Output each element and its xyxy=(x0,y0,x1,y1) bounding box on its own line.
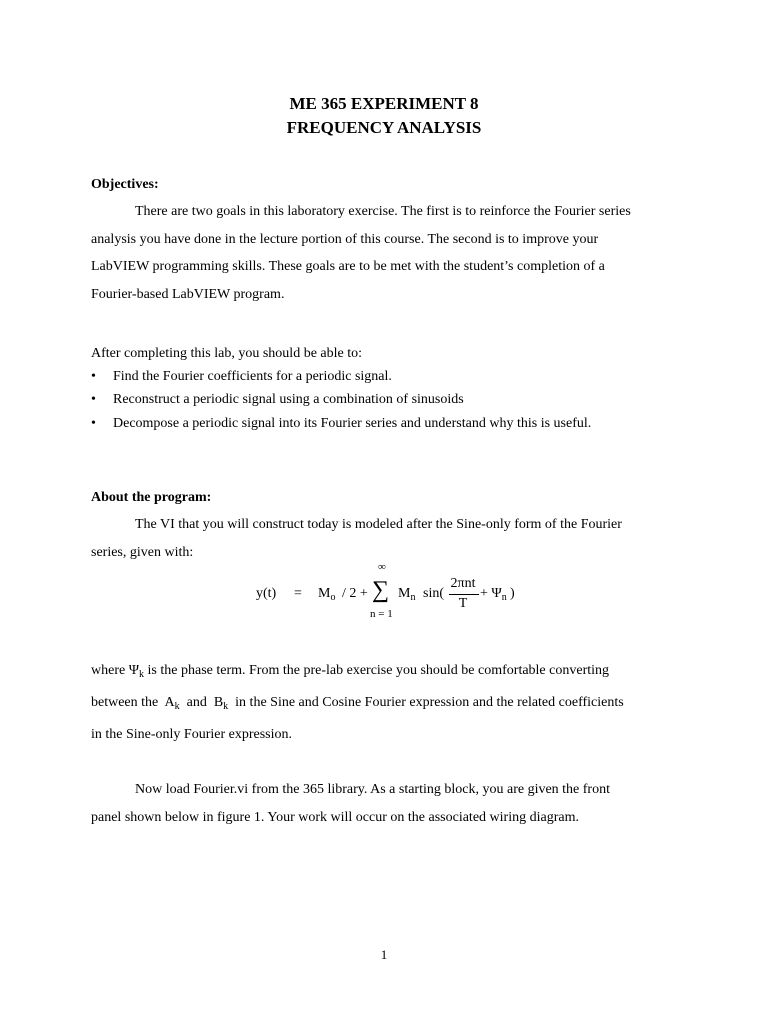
bk-subscript: k xyxy=(223,701,229,712)
bullet-marker: • xyxy=(91,369,96,384)
fraction-numerator: 2πnt xyxy=(450,576,476,591)
equation-close-paren: ) xyxy=(510,586,515,601)
fourier-equation xyxy=(256,561,556,632)
mn-subscript: n xyxy=(410,592,416,603)
load-line-1: Now load Fourier.vi from the 365 library. As a starting block, you are given the front xyxy=(135,782,610,797)
list-item xyxy=(91,415,591,438)
bk-symbol: B xyxy=(213,695,224,710)
m0-symbol: M xyxy=(318,586,331,601)
bullet-marker: • xyxy=(91,415,96,431)
document-subtitle: FREQUENCY ANALYSIS xyxy=(286,118,482,137)
page-number: 1 xyxy=(380,947,388,962)
phase-paragraph xyxy=(91,662,678,754)
bullet-marker: • xyxy=(91,392,96,408)
mn-symbol: M xyxy=(398,586,411,601)
equation-equals: = xyxy=(294,586,302,601)
outcomes-intro: After completing this lab, you should be able to: xyxy=(91,346,363,361)
equation-psi-n xyxy=(480,586,507,602)
psi-subscript: n xyxy=(501,592,507,603)
and-text: and xyxy=(186,695,207,710)
objectives-line-2: analysis you have done in the lecture portion of this course. The second is to improve your xyxy=(91,231,599,247)
coefficients-text: in the Sine and Cosine Fourier expression and the related coefficients xyxy=(235,695,624,710)
objectives-line-3: LabVIEW programming skills. These goals are to be met with the student’s completion of a xyxy=(91,259,605,274)
phase-line-3: in the Sine-only Fourier expression. xyxy=(91,727,293,742)
objectives-heading: Objectives: xyxy=(91,177,159,192)
phase-term-text: is the phase term. From the pre-lab exercise you should be comfortable converting xyxy=(147,663,610,678)
objectives-line-1: There are two goals in this laboratory exercise. The first is to reinforce the Fourier series xyxy=(135,204,631,219)
objectives-line-4: Fourier-based LabVIEW program. xyxy=(91,286,285,302)
bullet-text: Reconstruct a periodic signal using a combination of sinusoids xyxy=(113,392,464,408)
fraction-denominator: T xyxy=(458,596,468,611)
equation-mn xyxy=(398,586,415,602)
phase-line-2 xyxy=(91,694,678,726)
program-line-1: The VI that you will construct today is modeled after the Sine-only form of the Fourier xyxy=(135,517,622,532)
m0-subscript: o xyxy=(330,592,336,603)
fraction-bar xyxy=(449,594,479,595)
equation-m0 xyxy=(318,586,335,602)
sigma-symbol: ∑ xyxy=(372,577,390,603)
objectives-paragraph xyxy=(91,203,678,313)
psi-symbol: + Ψ xyxy=(480,586,502,601)
outcomes-list xyxy=(91,368,591,438)
load-line-2: panel shown below in figure 1. Your work will occur on the associated wiring diagram. xyxy=(91,809,579,825)
document-title: ME 365 EXPERIMENT 8 xyxy=(289,94,479,113)
equation-lhs: y(t) xyxy=(256,586,277,601)
bullet-text: Find the Fourier coefficients for a periodic signal. xyxy=(113,369,392,384)
sigma-lower-limit: n = 1 xyxy=(370,608,393,620)
sigma-upper-limit: ∞ xyxy=(378,561,386,573)
phase-line-1 xyxy=(91,662,678,694)
between-text: between the xyxy=(91,695,159,710)
load-paragraph xyxy=(91,781,678,836)
program-line-2: series, given with: xyxy=(91,544,194,560)
psi-k-symbol: Ψ xyxy=(128,663,140,678)
equation-sin: sin( xyxy=(423,586,444,601)
ak-symbol: A xyxy=(164,695,175,710)
list-item xyxy=(91,368,591,391)
bullet-text: Decompose a periodic signal into its Fourier series and understand why this is useful. xyxy=(113,415,592,431)
where-text: where xyxy=(91,663,126,678)
program-heading: About the program: xyxy=(91,490,212,505)
equation-over2: / 2 + xyxy=(342,586,368,601)
ak-subscript: k xyxy=(174,701,180,712)
list-item xyxy=(91,391,591,414)
psi-k-subscript: k xyxy=(139,669,145,680)
